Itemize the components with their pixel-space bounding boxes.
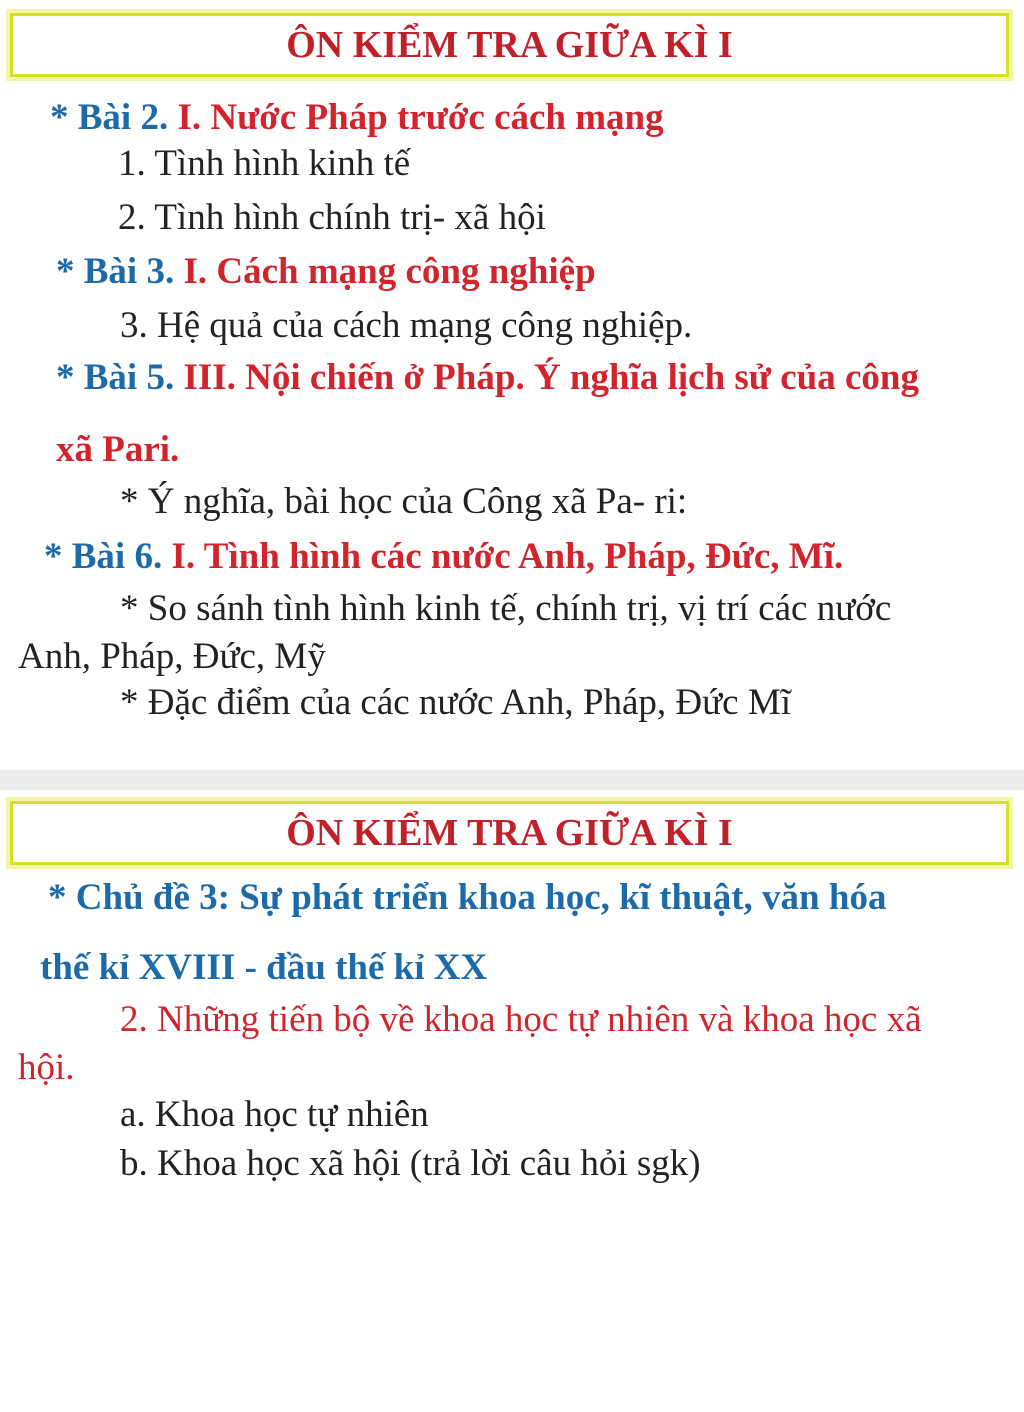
item-science-progress-continued: hội. bbox=[18, 1047, 75, 1088]
slide-2 bbox=[0, 790, 1024, 1412]
item-compare-countries: * So sánh tình hình kinh tế, chính trị, vị trí các nước bbox=[120, 588, 892, 629]
heading-bai-3-title: I. Cách mạng công nghiệp bbox=[183, 251, 596, 292]
item-natural-science: a. Khoa học tự nhiên bbox=[120, 1094, 429, 1135]
heading-bai-2-number: * Bài 2. bbox=[50, 97, 178, 138]
item-country-features: * Đặc điểm của các nước Anh, Pháp, Đức Mĩ bbox=[120, 682, 792, 723]
item-social-science: b. Khoa học xã hội (trả lời câu hỏi sgk) bbox=[120, 1143, 701, 1184]
heading-bai-5-number: * Bài 5. bbox=[56, 357, 184, 398]
heading-bai-2-title: I. Nước Pháp trước cách mạng bbox=[177, 97, 664, 138]
slide-2-title: ÔN KIỂM TRA GIỮA KÌ I bbox=[286, 812, 733, 854]
slide-2-title-box bbox=[10, 801, 1009, 865]
item-consequences: 3. Hệ quả của cách mạng công nghiệp. bbox=[120, 305, 693, 346]
heading-bai-3 bbox=[56, 250, 596, 293]
heading-chu-de-3: * Chủ đề 3: Sự phát triển khoa học, kĩ thuật, văn hóa bbox=[48, 877, 887, 918]
item-politics-society: 2. Tình hình chính trị- xã hội bbox=[118, 197, 546, 238]
heading-bai-5 bbox=[56, 356, 919, 399]
heading-bai-5-continued: xã Pari. bbox=[56, 429, 180, 470]
heading-chu-de-3-continued: thế kỉ XVIII - đầu thế kỉ XX bbox=[40, 947, 488, 988]
slide-1-title-box bbox=[10, 13, 1009, 77]
item-compare-countries-continued: Anh, Pháp, Đức, Mỹ bbox=[18, 636, 326, 677]
heading-bai-2 bbox=[50, 96, 664, 139]
heading-bai-5-title: III. Nội chiến ở Pháp. Ý nghĩa lịch sử của công bbox=[183, 357, 920, 398]
item-paris-commune-meaning: * Ý nghĩa, bài học của Công xã Pa- ri: bbox=[120, 481, 688, 522]
heading-bai-6-title: I. Tình hình các nước Anh, Pháp, Đức, Mĩ. bbox=[171, 536, 844, 577]
heading-bai-3-number: * Bài 3. bbox=[56, 251, 184, 292]
heading-bai-6-number: * Bài 6. bbox=[44, 536, 172, 577]
item-science-progress: 2. Những tiến bộ về khoa học tự nhiên và khoa học xã bbox=[120, 999, 922, 1040]
slide-1-title: ÔN KIỂM TRA GIỮA KÌ I bbox=[286, 24, 733, 66]
item-economy: 1. Tình hình kinh tế bbox=[118, 143, 411, 184]
heading-bai-6 bbox=[44, 535, 843, 578]
